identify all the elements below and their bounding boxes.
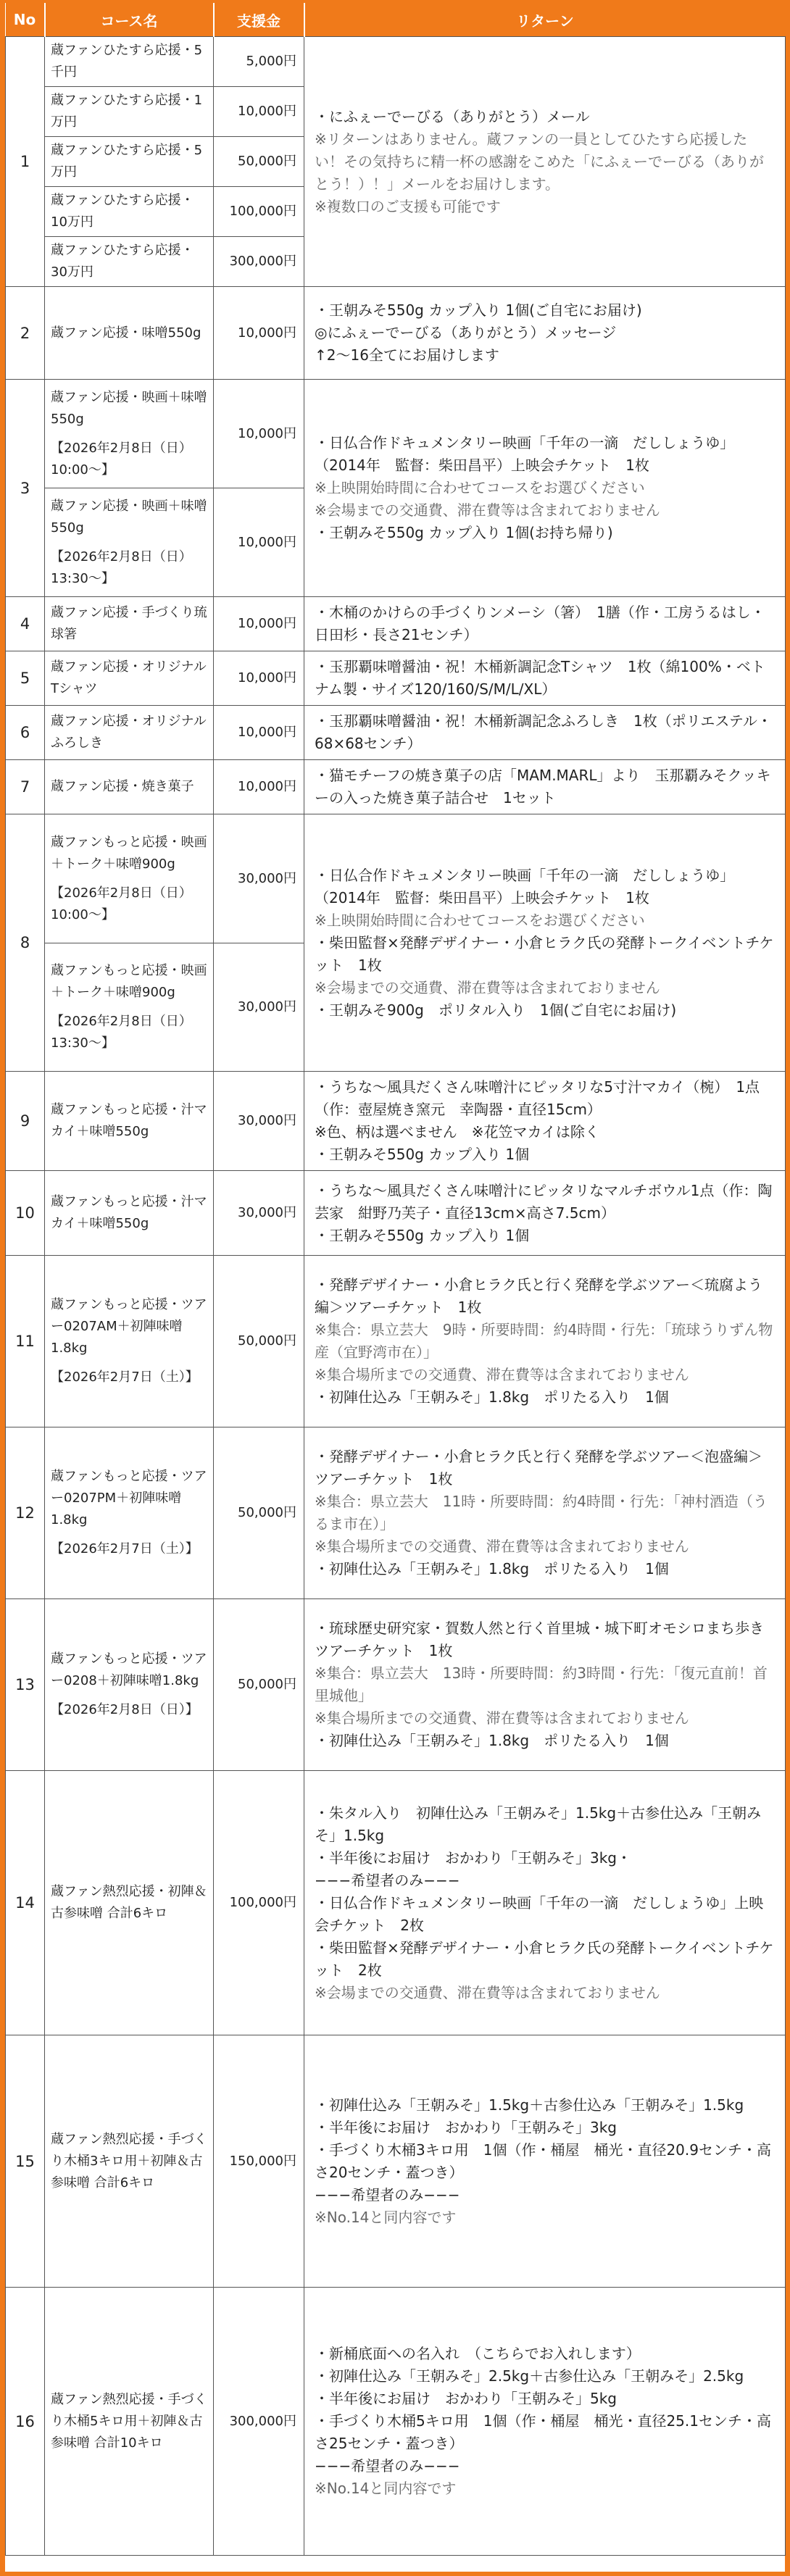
row-number: 16 bbox=[6, 2288, 45, 2556]
course-name-cell bbox=[45, 760, 214, 814]
course-name: 蔵ファン応援・映画＋味噌550g bbox=[51, 389, 207, 427]
course-name: 蔵ファンもっと応援・ツアー0207PM＋初陣味噌1.8kg bbox=[51, 1469, 207, 1527]
reward-line: ※No.14と同内容です bbox=[315, 2480, 457, 2497]
support-amount: 10,000円 bbox=[214, 380, 304, 488]
reward-table bbox=[5, 3, 786, 2556]
row-number: 6 bbox=[6, 706, 45, 760]
course-name-cell bbox=[45, 1427, 214, 1599]
course-name-cell bbox=[45, 2035, 214, 2288]
reward-line: ※上映開始時間に合わせてコースをお選びください bbox=[315, 911, 645, 929]
reward-line: ※集合場所までの交通費、滞在費等は含まれておりません bbox=[315, 1709, 689, 1727]
course-name: 蔵ファンひたすら応援・5千円 bbox=[51, 43, 203, 80]
course-name-cell bbox=[45, 380, 214, 488]
header-amount: 支援金 bbox=[214, 3, 304, 37]
reward-line: ・半年後にお届け おかわり「王朝みそ」3kg bbox=[315, 2118, 618, 2136]
course-name-cell bbox=[45, 814, 214, 943]
row-number: 5 bbox=[6, 651, 45, 706]
reward-line: ・初陣仕込み「王朝みそ」1.8kg ポリたる入り 1個 bbox=[315, 1732, 669, 1749]
course-name-cell bbox=[45, 651, 214, 706]
support-amount: 50,000円 bbox=[214, 1599, 304, 1771]
course-name-cell bbox=[45, 87, 214, 137]
support-amount: 50,000円 bbox=[214, 1256, 304, 1427]
reward-line: ※リターンはありません。蔵ファンの一員としてひたすら応援したい！その気持ちに精一杯の感謝をこめた「にふぇーでーびる（ありがとう！）！」メールをお届けします。 bbox=[315, 130, 764, 193]
course-name: 蔵ファン応援・焼き菓子 bbox=[51, 779, 194, 794]
support-amount: 10,000円 bbox=[214, 488, 304, 597]
row-number: 2 bbox=[6, 287, 45, 380]
course-name-cell bbox=[45, 37, 214, 87]
course-name: 蔵ファンもっと応援・ツアー0208＋初陣味噌1.8kg bbox=[51, 1651, 207, 1688]
course-name-cell bbox=[45, 237, 214, 287]
course-name-cell bbox=[45, 2288, 214, 2556]
row-number: 11 bbox=[6, 1256, 45, 1427]
course-name: 蔵ファン応援・オリジナルTシャツ bbox=[51, 659, 207, 696]
course-name: 蔵ファン応援・映画＋味噌550g bbox=[51, 498, 207, 535]
course-name: 蔵ファンもっと応援・汁マカイ＋味噌550g bbox=[51, 1102, 207, 1139]
reward-line: ・朱タル入り 初陣仕込み「王朝みそ」1.5kg＋古参仕込み「王朝みそ」1.5kg bbox=[315, 1804, 762, 1844]
table-row bbox=[6, 1771, 786, 2035]
reward-line: ・日仏合作ドキュメンタリー映画「千年の一滴 だししょうゆ」（2014年 監督：柴田昌平）上映会チケット 1枚 bbox=[315, 866, 735, 906]
reward-line: ・柴田監督×発酵デザイナー・小倉ヒラク氏の発酵トークイベントチケット 1枚 bbox=[315, 933, 774, 974]
support-amount: 30,000円 bbox=[214, 943, 304, 1072]
row-number: 7 bbox=[6, 760, 45, 814]
reward-line: −−−希望者のみ−−− bbox=[315, 1871, 460, 1889]
reward-line: ・王朝みそ550g カップ入り 1個(ご自宅にお届け) bbox=[315, 301, 642, 319]
table-row bbox=[6, 1256, 786, 1427]
table-row bbox=[6, 2035, 786, 2288]
reward-line: ・半年後にお届け おかわり「王朝みそ」5kg bbox=[315, 2390, 618, 2407]
reward-line: ・手づくり木桶3キロ用 1個（作・桶屋 桶光・直径20.9センチ・高さ20センチ・蓋つき） bbox=[315, 2141, 771, 2181]
reward-cell bbox=[304, 380, 786, 597]
reward-line: ・新桶底面への名入れ （こちらでお入れします） bbox=[315, 2345, 641, 2362]
reward-line: ・玉那覇味噌醤油・祝！木桶新調記念ふろしき 1枚（ポリエステル・68×68センチ） bbox=[315, 712, 772, 752]
support-amount: 100,000円 bbox=[214, 1771, 304, 2035]
support-amount: 10,000円 bbox=[214, 597, 304, 651]
course-date: 【2026年2月7日（土）】 bbox=[51, 1541, 199, 1556]
table-row bbox=[6, 706, 786, 760]
reward-line: ・初陣仕込み「王朝みそ」1.8kg ポリたる入り 1個 bbox=[315, 1560, 669, 1577]
table-body bbox=[6, 37, 786, 2556]
course-name-cell bbox=[45, 706, 214, 760]
course-date: 【2026年2月8日（日）10:00〜】 bbox=[51, 440, 192, 478]
reward-line: ・手づくり木桶5キロ用 1個（作・桶屋 桶光・直径25.1センチ・高さ25センチ・蓋つき） bbox=[315, 2412, 771, 2452]
reward-line: ※会場までの交通費、滞在費等は含まれておりません bbox=[315, 978, 660, 996]
course-date: 【2026年2月8日（日）13:30〜】 bbox=[51, 549, 192, 586]
table-row bbox=[6, 1599, 786, 1771]
table-row bbox=[6, 760, 786, 814]
row-number: 12 bbox=[6, 1427, 45, 1599]
reward-line: ※No.14と同内容です bbox=[315, 2208, 457, 2226]
course-name: 蔵ファンひたすら応援・1万円 bbox=[51, 93, 203, 130]
course-name-cell bbox=[45, 943, 214, 1072]
table-row bbox=[6, 1171, 786, 1256]
header-no: No bbox=[6, 3, 45, 37]
table-row bbox=[6, 1427, 786, 1599]
reward-cell bbox=[304, 287, 786, 380]
table-row bbox=[6, 37, 786, 87]
course-name: 蔵ファン応援・手づくり琉球箸 bbox=[51, 605, 207, 642]
course-name-cell bbox=[45, 1171, 214, 1256]
support-amount: 150,000円 bbox=[214, 2035, 304, 2288]
support-amount: 10,000円 bbox=[214, 760, 304, 814]
reward-line: ・王朝みそ550g カップ入り 1個 bbox=[315, 1146, 530, 1163]
course-name-cell bbox=[45, 1256, 214, 1427]
reward-line: ・発酵デザイナー・小倉ヒラク氏と行く発酵を学ぶツアー＜琉腐よう編＞ツアーチケット 1枚 bbox=[315, 1276, 762, 1316]
support-amount: 30,000円 bbox=[214, 1171, 304, 1256]
reward-line: ・玉那覇味噌醤油・祝！木桶新調記念Tシャツ 1枚（綿100%・ベトナム製・サイズ120/160/S/M/L/XL） bbox=[315, 658, 765, 698]
course-name-cell bbox=[45, 1072, 214, 1171]
support-amount: 50,000円 bbox=[214, 1427, 304, 1599]
reward-line: ※上映開始時間に合わせてコースをお選びください bbox=[315, 479, 645, 496]
course-name-cell bbox=[45, 287, 214, 380]
reward-cell bbox=[304, 2035, 786, 2288]
row-number: 9 bbox=[6, 1072, 45, 1171]
reward-line: ・初陣仕込み「王朝みそ」2.5kg＋古参仕込み「王朝みそ」2.5kg bbox=[315, 2367, 744, 2385]
course-date: 【2026年2月8日（日）10:00〜】 bbox=[51, 885, 192, 922]
reward-line: ・琉球歴史研究家・賀数人然と行く首里城・城下町オモシロまち歩きツアーチケット 1枚 bbox=[315, 1620, 764, 1659]
course-name-cell bbox=[45, 1599, 214, 1771]
support-amount: 10,000円 bbox=[214, 287, 304, 380]
support-amount: 100,000円 bbox=[214, 187, 304, 237]
row-number: 14 bbox=[6, 1771, 45, 2035]
course-name-cell bbox=[45, 187, 214, 237]
course-name: 蔵ファンもっと応援・映画＋トーク＋味噌900g bbox=[51, 834, 207, 872]
reward-cell bbox=[304, 814, 786, 1072]
course-name-cell bbox=[45, 137, 214, 187]
reward-table-frame bbox=[5, 3, 785, 2572]
reward-line: ※集合場所までの交通費、滞在費等は含まれておりません bbox=[315, 1538, 689, 1555]
reward-cell bbox=[304, 706, 786, 760]
course-name: 蔵ファン熱烈応援・初陣＆古参味噌 合計6キロ bbox=[51, 1884, 207, 1921]
reward-line: ※集合：県立芸大 13時・所要時間：約3時間・行先：「復元直前！首里城他」 bbox=[315, 1664, 768, 1704]
support-amount: 30,000円 bbox=[214, 1072, 304, 1171]
reward-line: ・初陣仕込み「王朝みそ」1.8kg ポリたる入り 1個 bbox=[315, 1388, 669, 1406]
reward-line: ※会場までの交通費、滞在費等は含まれておりません bbox=[315, 1983, 660, 2001]
course-name: 蔵ファンひたすら応援・30万円 bbox=[51, 243, 194, 280]
course-name: 蔵ファンもっと応援・汁マカイ＋味噌550g bbox=[51, 1194, 207, 1231]
reward-cell bbox=[304, 760, 786, 814]
course-name: 蔵ファンひたすら応援・10万円 bbox=[51, 193, 194, 230]
row-number: 15 bbox=[6, 2035, 45, 2288]
course-date: 【2026年2月7日（土）】 bbox=[51, 1370, 199, 1385]
table-row bbox=[6, 380, 786, 488]
support-amount: 10,000円 bbox=[214, 706, 304, 760]
course-name: 蔵ファン熱烈応援・手づくり木桶5キロ用＋初陣＆古参味噌 合計10キロ bbox=[51, 2391, 207, 2451]
reward-line: ・にふぇーでーびる（ありがとう）メール bbox=[315, 107, 590, 125]
reward-line: ・うちな～風具だくさん味噌汁にピッタリな5寸汁マカイ（椀） 1点（作：壺屋焼き窯元 幸陶器・直径15cm） bbox=[315, 1078, 760, 1118]
reward-line: ・王朝みそ550g カップ入り 1個(お持ち帰り) bbox=[315, 524, 613, 541]
reward-cell bbox=[304, 597, 786, 651]
reward-line: ※色、柄は選べません ※花笠マカイは除く bbox=[315, 1123, 599, 1141]
support-amount: 5,000円 bbox=[214, 37, 304, 87]
course-date: 【2026年2月8日（日）】 bbox=[51, 1702, 199, 1717]
header-course: コース名 bbox=[45, 3, 214, 37]
reward-line: ・うちな～風具だくさん味噌汁にピッタリなマルチボウル1点（作：陶芸家 紺野乃芙子・直径13cm×高さ7.5cm） bbox=[315, 1181, 773, 1222]
reward-cell bbox=[304, 1072, 786, 1171]
reward-cell bbox=[304, 37, 786, 287]
reward-line: ↑2〜16全てにお届けします bbox=[315, 346, 499, 364]
reward-line: ※集合：県立芸大 9時・所要時間：約4時間・行先：「琉球うりずん物産（宜野湾市在）」 bbox=[315, 1321, 773, 1361]
table-row bbox=[6, 2288, 786, 2556]
reward-line: ・猫モチーフの焼き菓子の店「MAM.MARL」より 玉那覇みそクッキーの入った焼き菓子詰合せ 1セット bbox=[315, 767, 771, 806]
reward-line: ※集合場所までの交通費、滞在費等は含まれておりません bbox=[315, 1366, 689, 1383]
header-reward: リターン bbox=[304, 3, 786, 37]
row-number: 13 bbox=[6, 1599, 45, 1771]
table-row bbox=[6, 814, 786, 943]
course-date: 【2026年2月8日（日）13:30〜】 bbox=[51, 1014, 192, 1051]
support-amount: 30,000円 bbox=[214, 814, 304, 943]
course-name: 蔵ファン応援・味噌550g bbox=[51, 325, 201, 341]
course-name-cell bbox=[45, 597, 214, 651]
table-row bbox=[6, 651, 786, 706]
table-row bbox=[6, 1072, 786, 1171]
reward-line: ※複数口のご支援も可能です bbox=[315, 197, 501, 215]
reward-cell bbox=[304, 2288, 786, 2556]
support-amount: 50,000円 bbox=[214, 137, 304, 187]
course-name-cell bbox=[45, 488, 214, 597]
reward-line: ・日仏合作ドキュメンタリー映画「千年の一滴 だししょうゆ」（2014年 監督：柴田昌平）上映会チケット 1枚 bbox=[315, 434, 735, 474]
support-amount: 300,000円 bbox=[214, 237, 304, 287]
row-number: 4 bbox=[6, 597, 45, 651]
header-row bbox=[6, 3, 786, 37]
course-name: 蔵ファン熱烈応援・手づくり木桶3キロ用＋初陣＆古参味噌 合計6キロ bbox=[51, 2131, 207, 2191]
reward-line: ・発酵デザイナー・小倉ヒラク氏と行く発酵を学ぶツアー＜泡盛編＞ツアーチケット 1枚 bbox=[315, 1448, 762, 1488]
table-row bbox=[6, 597, 786, 651]
row-number: 1 bbox=[6, 37, 45, 287]
course-name: 蔵ファン応援・オリジナルふろしき bbox=[51, 714, 207, 751]
course-name: 蔵ファンもっと応援・映画＋トーク＋味噌900g bbox=[51, 963, 207, 1000]
reward-line: ◎にふぇーでーびる（ありがとう）メッセージ bbox=[315, 324, 617, 341]
reward-cell bbox=[304, 1171, 786, 1256]
row-number: 8 bbox=[6, 814, 45, 1072]
reward-line: ・木桶のかけらの手づくりンメーシ（箸） 1膳（作・工房うるはし・日田杉・長さ21センチ） bbox=[315, 604, 765, 643]
support-amount: 10,000円 bbox=[214, 651, 304, 706]
reward-cell bbox=[304, 1771, 786, 2035]
reward-line: ・王朝みそ900g ポリタル入り 1個(ご自宅にお届け) bbox=[315, 1001, 677, 1019]
reward-cell bbox=[304, 651, 786, 706]
reward-cell bbox=[304, 1427, 786, 1599]
reward-line: ・日仏合作ドキュメンタリー映画「千年の一滴 だししょうゆ」上映会チケット 2枚 bbox=[315, 1893, 764, 1934]
support-amount: 300,000円 bbox=[214, 2288, 304, 2556]
reward-line: −−−希望者のみ−−− bbox=[315, 2185, 460, 2204]
reward-line: ※集合：県立芸大 11時・所要時間：約4時間・行先：「神村酒造（うるま市在）」 bbox=[315, 1493, 768, 1533]
support-amount: 10,000円 bbox=[214, 87, 304, 137]
reward-cell bbox=[304, 1599, 786, 1771]
reward-line: ・王朝みそ550g カップ入り 1個 bbox=[315, 1226, 530, 1244]
row-number: 3 bbox=[6, 380, 45, 597]
course-name: 蔵ファンひたすら応援・5万円 bbox=[51, 143, 203, 180]
reward-line: ・柴田監督×発酵デザイナー・小倉ヒラク氏の発酵トークイベントチケット 2枚 bbox=[315, 1938, 774, 1979]
reward-line: ・半年後にお届け おかわり「王朝みそ」3kg・ bbox=[315, 1848, 632, 1867]
reward-line: ・初陣仕込み「王朝みそ」1.5kg＋古参仕込み「王朝みそ」1.5kg bbox=[315, 2096, 744, 2114]
course-name-cell bbox=[45, 1771, 214, 2035]
reward-line: ※会場までの交通費、滞在費等は含まれておりません bbox=[315, 501, 660, 519]
row-number: 10 bbox=[6, 1171, 45, 1256]
reward-line: −−−希望者のみ−−− bbox=[315, 2457, 460, 2475]
table-row bbox=[6, 287, 786, 380]
reward-cell bbox=[304, 1256, 786, 1427]
course-name: 蔵ファンもっと応援・ツアー0207AM＋初陣味噌1.8kg bbox=[51, 1297, 207, 1356]
